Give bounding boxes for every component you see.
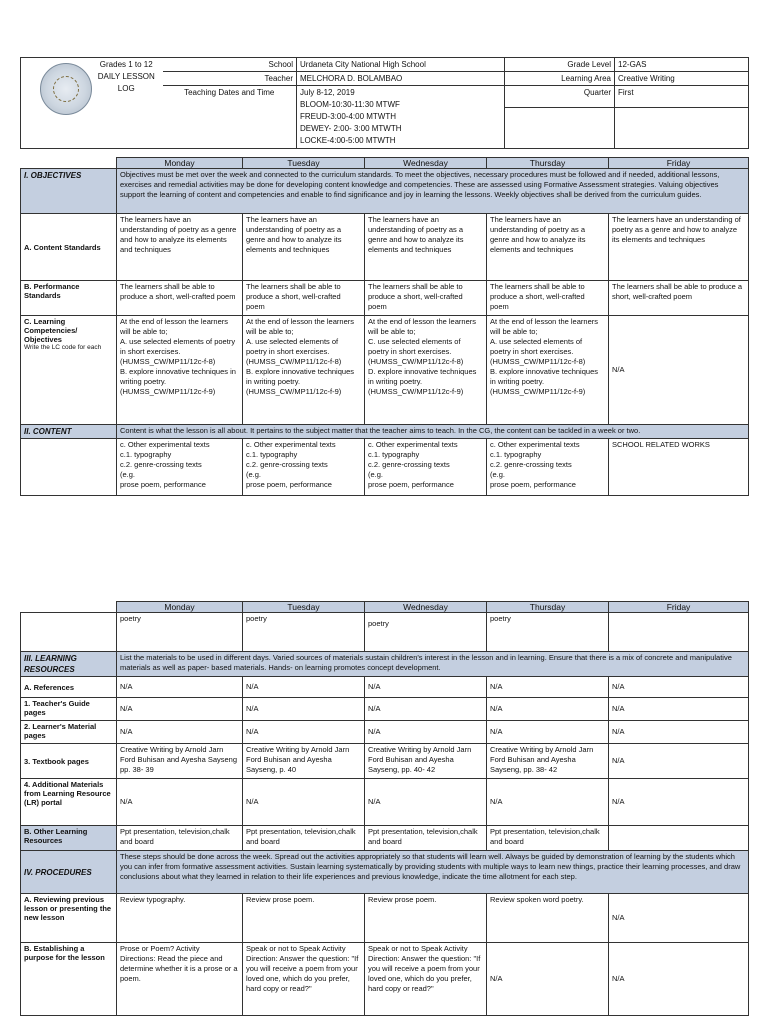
grade-label: Grade Level (505, 58, 615, 72)
poetry-tuesday: poetry (243, 613, 365, 652)
content-note: Content is what the lesson is all about. It pertains to the subject matter that the teacher aims to teach. In the CG, the content can be tackled in a week or two. (117, 425, 749, 439)
day-header-monday-2: Monday (117, 602, 243, 613)
textbook-tuesday: Creative Writing by Arnold Jarn Ford Buhisan and Ayesha Sayseng, p. 40 (243, 744, 365, 779)
day-header-tuesday: Tuesday (243, 158, 365, 169)
poetry-friday (609, 613, 749, 652)
school-label: School (163, 58, 297, 72)
content-standards-friday: The learners have an understanding of poetry as a genre and how to analyze its elements and techniques (609, 214, 749, 281)
content-standards-label: A. Content Standards (21, 214, 117, 281)
content-standards-tuesday: The learners have an understanding of poetry as a genre and how to analyze its elements and techniques (243, 214, 365, 281)
establishing-thursday: N/A (487, 943, 609, 1016)
additional-materials-wednesday: N/A (365, 779, 487, 826)
textbook-monday: Creative Writing by Arnold Jarn Ford Buhisan and Ayesha Sayseng pp. 38- 39 (117, 744, 243, 779)
additional-materials-friday: N/A (609, 779, 749, 826)
reviewing-monday: Review typography. (117, 894, 243, 943)
competencies-thursday: At the end of lesson the learners will be able to; A. use selected elements of poetry in short exercises. (HUMSS_CW/MP11/12c-f-8) B. explore innovative techniques in writing poetry. (HUMSS_CW/MP11/12c-f-9) (487, 316, 609, 425)
textbook-label: 3. Textbook pages (21, 744, 117, 779)
dates-line-2: BLOOM-10:30-11:30 MTWF (300, 100, 400, 109)
dates-value (297, 86, 505, 149)
lesson-table-part-1 (20, 157, 749, 496)
content-wednesday: c. Other experimental texts c.1. typography c.2. genre-crossing texts (e.g. prose poem, performance (365, 439, 487, 496)
reviewing-friday: N/A (609, 894, 749, 943)
resources-label: III. LEARNING RESOURCES (21, 652, 117, 677)
reviewing-tuesday: Review prose poem. (243, 894, 365, 943)
references-monday: N/A (117, 677, 243, 698)
day-header-thursday: Thursday (487, 158, 609, 169)
day-header-wednesday-2: Wednesday (365, 602, 487, 613)
content-thursday: c. Other experimental texts c.1. typography c.2. genre-crossing texts (e.g. prose poem, performance (487, 439, 609, 496)
quarter-label: Quarter (505, 86, 615, 108)
references-wednesday: N/A (365, 677, 487, 698)
content-standards-wednesday: The learners have an understanding of poetry as a genre and how to analyze its elements and techniques (365, 214, 487, 281)
day-header-friday-2: Friday (609, 602, 749, 613)
procedures-note: These steps should be done across the week. Spread out the activities appropriately so that students will learn well. Always be guided by demonstration of learning by the students which you can infer from formative assessment activities. Sustain learning systematically by providing students with multiple ways to learn new things, practice their learning processes, and draw conclusions about what they learned in relation to their life experiences and previous knowledge, indicate the time allotment for each step. (117, 851, 749, 894)
additional-materials-tuesday: N/A (243, 779, 365, 826)
establishing-tuesday: Speak or not to Speak Activity Direction: Answer the question: "If you will receive a poem from your loved one, which do you prefer, hard copy or read?" (243, 943, 365, 1016)
learners-material-label: 2. Learner's Material pages (21, 721, 117, 744)
log-title-line-2: DAILY LESSON (97, 72, 155, 81)
performance-standards-thursday: The learners shall be able to produce a short, well-crafted poem (487, 281, 609, 316)
teachers-guide-monday: N/A (117, 698, 243, 721)
learners-material-friday: N/A (609, 721, 749, 744)
day-header-tuesday-2: Tuesday (243, 602, 365, 613)
day-header-wednesday: Wednesday (365, 158, 487, 169)
dates-label: Teaching Dates and Time (163, 86, 297, 149)
references-thursday: N/A (487, 677, 609, 698)
other-resources-tuesday: Ppt presentation, television,chalk and board (243, 826, 365, 851)
teachers-guide-label: 1. Teacher's Guide pages (21, 698, 117, 721)
additional-materials-monday: N/A (117, 779, 243, 826)
poetry-wednesday: poetry (365, 613, 487, 652)
teachers-guide-tuesday: N/A (243, 698, 365, 721)
performance-standards-monday: The learners shall be able to produce a short, well-crafted poem (117, 281, 243, 316)
additional-materials-label: 4. Additional Materials from Learning Resource (LR) portal (21, 779, 117, 826)
additional-materials-thursday: N/A (487, 779, 609, 826)
establishing-wednesday: Speak or not to Speak Activity Direction: Answer the question: "If you will receive a poem from your loved one, which do you prefer, hard copy or read?" (365, 943, 487, 1016)
poetry-monday: poetry (117, 613, 243, 652)
performance-standards-wednesday: The learners shall be able to produce a short, well-crafted poem (365, 281, 487, 316)
content-standards-thursday: The learners have an understanding of poetry as a genre and how to analyze its elements and techniques (487, 214, 609, 281)
performance-standards-tuesday: The learners shall be able to produce a short, well-crafted poem (243, 281, 365, 316)
content-standards-monday: The learners have an understanding of poetry as a genre and how to analyze its elements and techniques (117, 214, 243, 281)
performance-standards-friday: The learners shall be able to produce a short, well-crafted poem (609, 281, 749, 316)
area-value: Creative Writing (615, 72, 749, 86)
competencies-cell (21, 316, 117, 425)
establishing-friday: N/A (609, 943, 749, 1016)
reviewing-label: A. Reviewing previous lesson or presenting the new lesson (21, 894, 117, 943)
day-header-friday: Friday (609, 158, 749, 169)
establishing-label: B. Establishing a purpose for the lesson (21, 943, 117, 1016)
competencies-label: C. Learning Competencies/ Objectives (24, 317, 78, 344)
learners-material-monday: N/A (117, 721, 243, 744)
content-friday: SCHOOL RELATED WORKS (609, 439, 749, 496)
quarter-value: First (615, 86, 749, 108)
textbook-wednesday: Creative Writing by Arnold Jarn Ford Buhisan and Ayesha Sayseng, pp. 40- 42 (365, 744, 487, 779)
dates-line-1: July 8-12, 2019 (300, 88, 355, 97)
objectives-note: Objectives must be met over the week and connected to the curriculum standards. To meet the objectives, necessary procedures must be followed and if needed, additional lessons, exercises and remedial activities may be done for developing content knowledge and competencies. These are assessed using Formative Assessment strategies. Valuing objectives support the learning of content and competencies and enable to find significance and joy in learning the lessons. Weekly objectives shall be derived from the curriculum guides. (117, 169, 749, 214)
competencies-sublabel: Write the LC code for each (24, 344, 102, 351)
area-label: Learning Area (505, 72, 615, 86)
other-resources-monday: Ppt presentation, television,chalk and board (117, 826, 243, 851)
reviewing-thursday: Review spoken word poetry. (487, 894, 609, 943)
school-value: Urdaneta City National High School (297, 58, 505, 72)
references-friday: N/A (609, 677, 749, 698)
lesson-table-part-2 (20, 601, 749, 1016)
references-tuesday: N/A (243, 677, 365, 698)
other-resources-label: B. Other Learning Resources (21, 826, 117, 851)
learners-material-tuesday: N/A (243, 721, 365, 744)
teacher-value: MELCHORA D. BOLAMBAO (297, 72, 505, 86)
learners-material-thursday: N/A (487, 721, 609, 744)
learners-material-wednesday: N/A (365, 721, 487, 744)
resources-note: List the materials to be used in different days. Varied sources of materials sustain children's interest in the lesson and in learning. Ensure that there is a mix of concrete and manipulative materials as well as paper- based materials. Hands- on learning promotes concept development. (117, 652, 749, 677)
competencies-monday: At the end of lesson the learners will be able to; A. use selected elements of poetry in short exercises. (HUMSS_CW/MP11/12c-f-8) B. explore innovative techniques in writing poetry. (HUMSS_CW/MP11/12c-f-9) (117, 316, 243, 425)
grade-value: 12-GAS (615, 58, 749, 72)
teachers-guide-friday: N/A (609, 698, 749, 721)
teacher-label: Teacher (163, 72, 297, 86)
textbook-friday: N/A (609, 744, 749, 779)
procedures-label: IV. PROCEDURES (21, 851, 117, 894)
textbook-thursday: Creative Writing by Arnold Jarn Ford Buhisan and Ayesha Sayseng, pp. 38- 42 (487, 744, 609, 779)
competencies-friday: N/A (609, 316, 749, 425)
teachers-guide-thursday: N/A (487, 698, 609, 721)
log-title-line-1: Grades 1 to 12 (99, 60, 153, 69)
dates-line-5: LOCKE-4:00-5:00 MTWTH (300, 136, 396, 145)
content-monday: c. Other experimental texts c.1. typography c.2. genre-crossing texts (e.g. prose poem, performance (117, 439, 243, 496)
establishing-monday: Prose or Poem? Activity Directions: Read the piece and determine whether it is a prose or a poem. (117, 943, 243, 1016)
content-label: II. CONTENT (21, 425, 117, 439)
day-header-monday: Monday (117, 158, 243, 169)
day-header-thursday-2: Thursday (487, 602, 609, 613)
dates-line-4: DEWEY- 2:00- 3:00 MTWTH (300, 124, 402, 133)
other-resources-friday (609, 826, 749, 851)
header-table (20, 57, 749, 149)
poetry-thursday: poetry (487, 613, 609, 652)
teachers-guide-wednesday: N/A (365, 698, 487, 721)
references-label: A. References (21, 677, 117, 698)
dates-line-3: FREUD-3:00-4:00 MTWTH (300, 112, 397, 121)
competencies-wednesday: At the end of lesson the learners will be able to; C. use selected elements of poetry in short exercises. (HUMSS_CW/MP11/12c-f-8) D. explore innovative techniques in writing poetry. (HUMSS_CW/MP11/12c-f-9) (365, 316, 487, 425)
content-tuesday: c. Other experimental texts c.1. typography c.2. genre-crossing texts (e.g. prose poem, performance (243, 439, 365, 496)
objectives-label: I. OBJECTIVES (21, 169, 117, 214)
performance-standards-label: B. Performance Standards (21, 281, 117, 316)
log-title-line-3: LOG (117, 84, 135, 93)
reviewing-wednesday: Review prose poem. (365, 894, 487, 943)
other-resources-wednesday: Ppt presentation, television,chalk and board (365, 826, 487, 851)
other-resources-thursday: Ppt presentation, television,chalk and board (487, 826, 609, 851)
competencies-tuesday: At the end of lesson the learners will be able to; A. use selected elements of poetry in short exercises. (HUMSS_CW/MP11/12c-f-8) B. explore innovative techniques in writing poetry. (HUMSS_CW/MP11/12c-f-9) (243, 316, 365, 425)
log-title (21, 58, 163, 149)
